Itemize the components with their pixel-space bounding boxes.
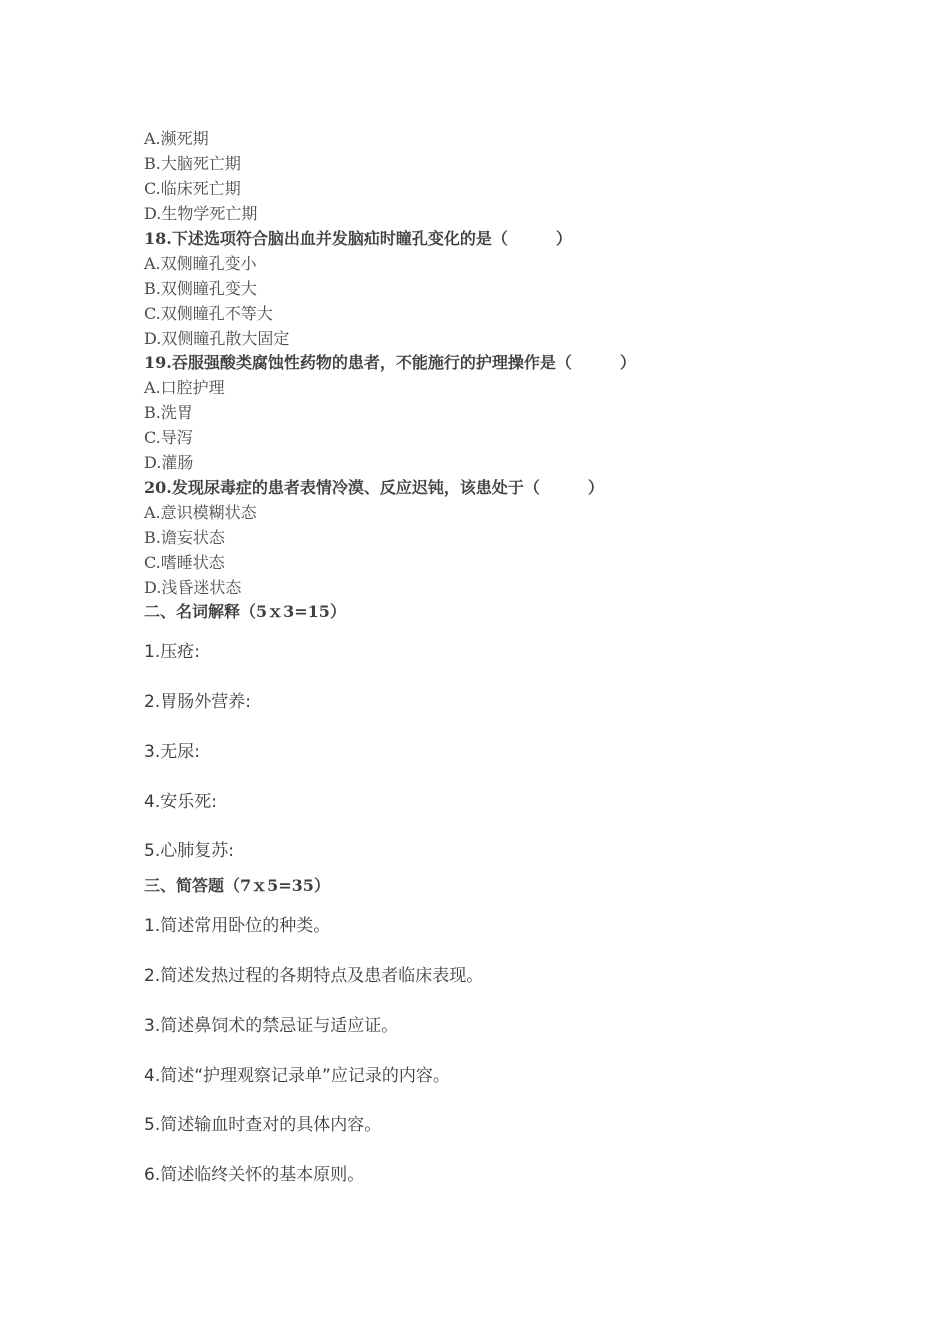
q18-option-b: B.双侧瞳孔变大: [144, 279, 257, 298]
q17-option-a: A.濒死期: [144, 129, 209, 148]
question-20: 20.发现尿毒症的患者表情冷漠、反应迟钝，该患处于（ ）: [144, 478, 604, 497]
q19-option-d: D.灌肠: [144, 453, 194, 472]
q17-option-d: D.生物学死亡期: [144, 204, 258, 223]
term-item-1: 1.压疮:: [144, 642, 200, 662]
q20-option-b: B.谵妄状态: [144, 528, 225, 547]
q19-option-a: A.口腔护理: [144, 378, 225, 397]
short-answer-item-2: 2.简述发热过程的各期特点及患者临床表现。: [144, 966, 484, 986]
term-item-2: 2.胃肠外营养:: [144, 692, 251, 712]
q20-option-c: C.嗜睡状态: [144, 553, 225, 572]
term-item-4: 4.安乐死:: [144, 792, 217, 812]
q18-option-a: A.双侧瞳孔变小: [144, 254, 257, 273]
short-answer-item-3: 3.简述鼻饲术的禁忌证与适应证。: [144, 1016, 399, 1036]
q19-option-c: C.导泻: [144, 428, 193, 447]
q18-option-d: D.双侧瞳孔散大固定: [144, 329, 290, 348]
q20-option-d: D.浅昏迷状态: [144, 578, 242, 597]
q19-option-b: B.洗胃: [144, 403, 193, 422]
term-item-5: 5.心肺复苏:: [144, 841, 234, 861]
question-19: 19.吞服强酸类腐蚀性药物的患者，不能施行的护理操作是（ ）: [144, 353, 636, 372]
section-3-heading: 三、简答题（7ｘ5=35）: [144, 876, 330, 895]
short-answer-item-6: 6.简述临终关怀的基本原则。: [144, 1165, 365, 1185]
section-2-heading: 二、名词解释（5ｘ3=15）: [144, 602, 346, 621]
short-answer-item-5: 5.简述输血时查对的具体内容。: [144, 1115, 382, 1135]
q20-option-a: A.意识模糊状态: [144, 503, 257, 522]
q18-option-c: C.双侧瞳孔不等大: [144, 304, 273, 323]
q17-option-c: C.临床死亡期: [144, 179, 241, 198]
short-answer-item-1: 1.简述常用卧位的种类。: [144, 916, 331, 936]
question-18: 18.下述选项符合脑出血并发脑疝时瞳孔变化的是（ ）: [144, 229, 572, 248]
q17-option-b: B.大脑死亡期: [144, 154, 241, 173]
short-answer-item-4: 4.简述“护理观察记录单”应记录的内容。: [144, 1066, 450, 1086]
term-item-3: 3.无尿:: [144, 742, 200, 762]
